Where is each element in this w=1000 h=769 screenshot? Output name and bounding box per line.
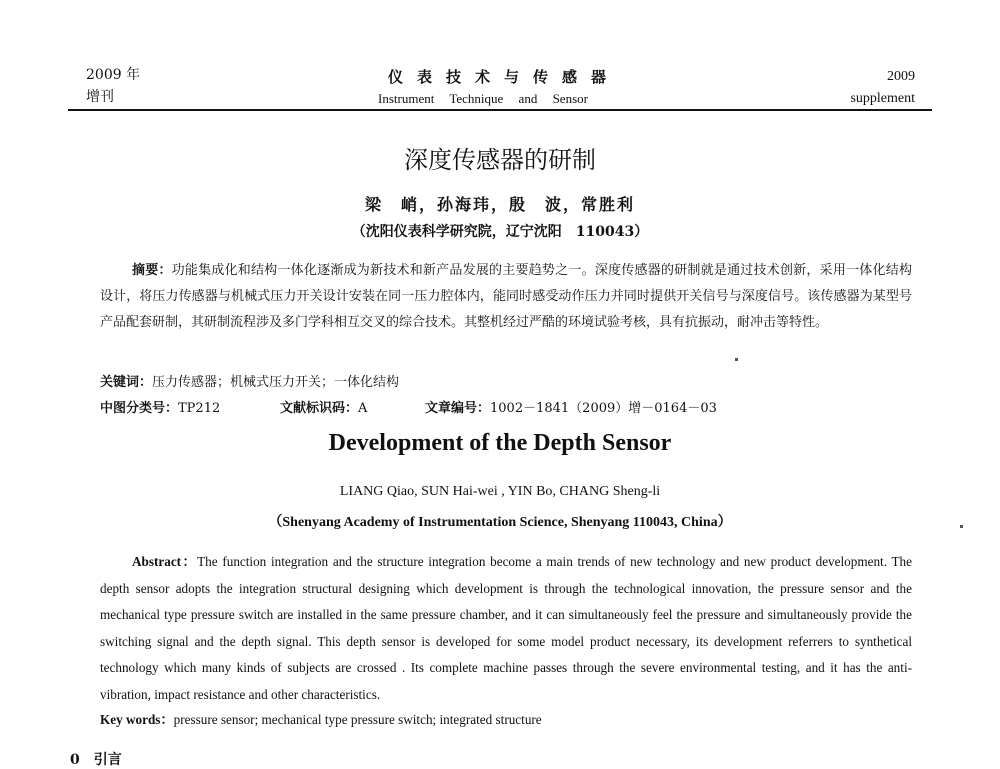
affiliation-en: （Shenyang Academy of Instrumentation Science, Shenyang 110043, China） [268,515,732,530]
article-number [425,399,717,419]
abstract-en [100,549,912,708]
paper-title-cn: 深度传感器的研制 [404,146,596,174]
classification [100,399,220,419]
class-label: 中图分类号： [100,401,179,416]
abstract-label-en: Abstract： [132,554,198,569]
doc-value: A [358,401,368,416]
keywords-cn [100,373,399,393]
abstract-text-en: The function integration and the structure integration become a main trends of new technology and new product development. The depth sensor adopts the integration structural designing which development is through the technological innovation, the pressure sensor and the mechanical type pressure switch are installed in the same pressure chamber, and it can simultaneously feel the pressure and simultaneously provide the switching signal and the depth signal. This depth sensor is developed for some model product necessary, its development referrers to synthetical technology which many kinds of subjects are crossed . Its complete machine passes through the severe environmental testing, and it has the anti-vibration, impact resistance and other characteristics. [100,554,912,702]
article-value: 1002－1841（2009）增－0164－03 [490,401,717,416]
keywords-text-en: pressure sensor; mechanical type pressure switch; integrated structure [173,712,542,727]
doc-label: 文献标识码： [280,401,359,416]
scan-speck [960,525,963,528]
section-heading-introduction: 0 引言 [70,752,122,768]
header-supplement-cn: 增刊 [86,89,114,105]
abstract-cn [100,258,912,336]
class-value: TP212 [178,401,221,416]
header-supplement-en: supplement [850,91,915,106]
journal-title-en: Instrument Technique and Sensor [378,91,588,106]
article-label: 文章编号： [425,401,491,416]
authors-cn: 梁 峭，孙海玮，殷 波，常胜利 [364,195,635,214]
paper-title-en: Development of the Depth Sensor [328,430,672,456]
header-rule [68,109,932,111]
keywords-label-cn: 关键词： [100,375,153,390]
document-code [280,399,367,419]
keywords-text-cn: 压力传感器；机械式压力开关；一体化结构 [152,375,400,390]
abstract-label-cn: 摘要： [132,263,172,278]
affiliation-cn: （沈阳仪表科学研究院，辽宁沈阳 110043） [351,224,649,240]
abstract-text-cn: 功能集成化和结构一体化逐渐成为新技术和新产品发展的主要趋势之一。深度传感器的研制就是通过技术创新，采用一体化结构设计，将压力传感器与机械式压力开关设计安装在同一压力腔体内，能同时感受动作压力并同时提供开关信号与深度信号。该传感器为某型号产品配套研制，其研制流程涉及多门学科相互交叉的综合技术。其整机经过严酷的环境试验考核，具有抗振动，耐冲击等特性。 [100,263,912,330]
header-year-right: 2009 [887,69,915,84]
header-year: 2009 年 [86,67,141,83]
keywords-en [100,709,542,728]
journal-title-cn: 仪表技术与传感器 [388,68,621,86]
scan-speck [735,358,738,361]
keywords-label-en: Key words： [100,712,174,727]
authors-en: LIANG Qiao, SUN Hai-wei , YIN Bo, CHANG Sheng-li [339,484,661,499]
